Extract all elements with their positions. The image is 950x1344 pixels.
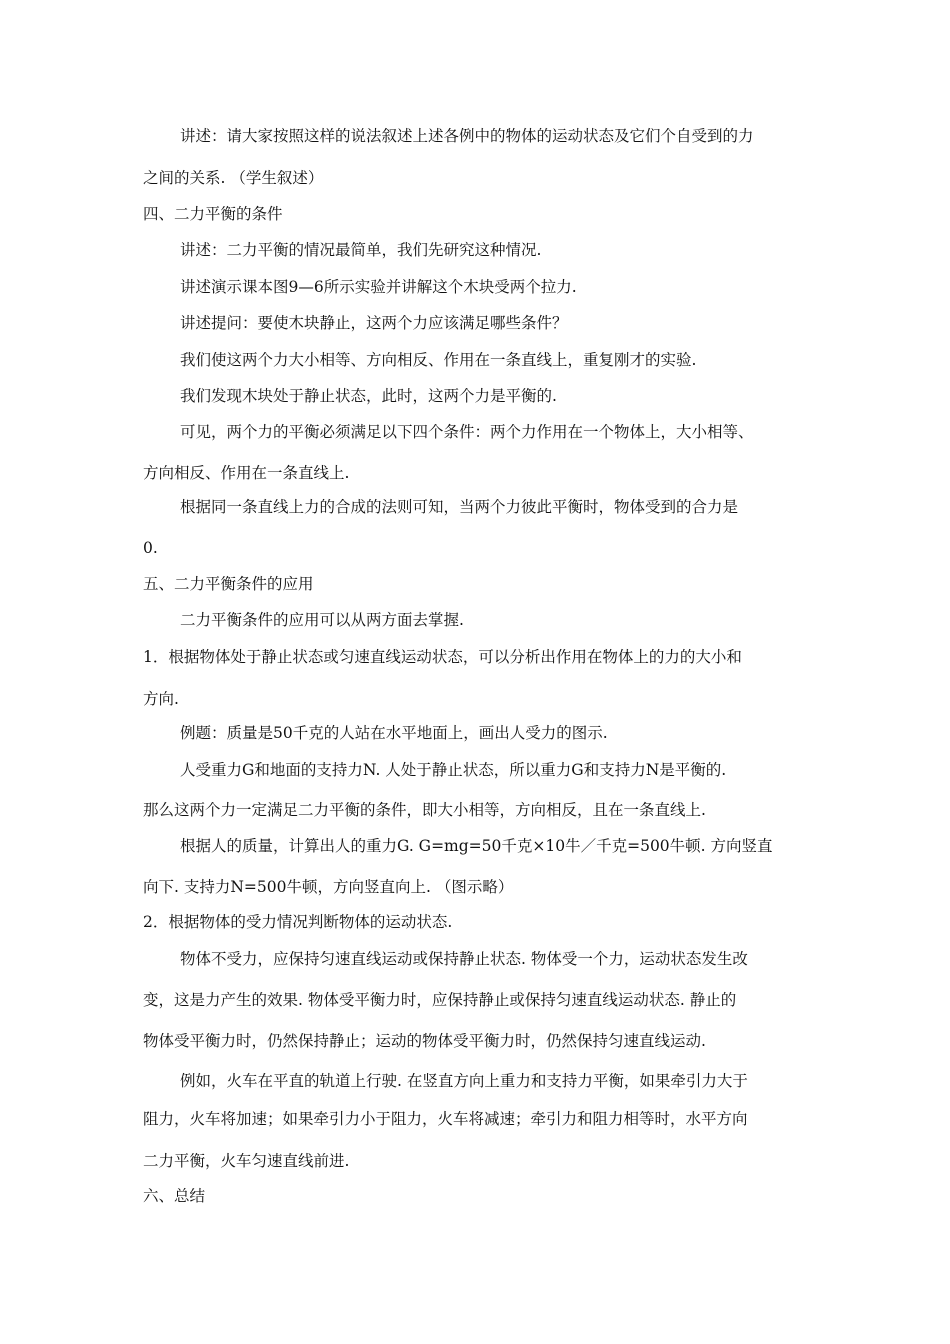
paragraph-line: 我们发现木块处于静止状态，此时，这两个力是平衡的. — [180, 387, 557, 405]
paragraph-line: 人受重力G和地面的支持力N. 人处于静止状态，所以重力G和支持力N是平衡的. — [180, 761, 727, 779]
paragraph-line: 根据同一条直线上力的合成的法则可知，当两个力彼此平衡时，物体受到的合力是 — [180, 498, 739, 516]
paragraph-line: 讲述演示课本图9—6所示实验并讲解这个木块受两个拉力. — [180, 278, 577, 296]
paragraph-line: 讲述提问：要使木块静止，这两个力应该满足哪些条件？ — [180, 314, 568, 332]
paragraph-line: 例题：质量是50千克的人站在水平地面上，画出人受力的图示. — [180, 724, 608, 742]
paragraph-line: 向下. 支持力N=500牛顿，方向竖直向上. （图示略） — [143, 878, 514, 896]
paragraph-line: 二力平衡条件的应用可以从两方面去掌握. — [180, 611, 464, 629]
paragraph-line: 二力平衡，火车匀速直线前进. — [143, 1152, 350, 1170]
paragraph-line: 变，这是力产生的效果. 物体受平衡力时，应保持静止或保持匀速直线运动状态. 静止的 — [143, 991, 737, 1009]
paragraph-line: 可见，两个力的平衡必须满足以下四个条件：两个力作用在一个物体上，大小相等、 — [180, 423, 754, 441]
section-heading: 四、二力平衡的条件 — [143, 205, 283, 223]
paragraph-line: 物体不受力，应保持匀速直线运动或保持静止状态. 物体受一个力，运动状态发生改 — [180, 950, 748, 968]
paragraph-line: 物体受平衡力时，仍然保持静止；运动的物体受平衡力时，仍然保持匀速直线运动. — [143, 1032, 706, 1050]
paragraph-line: 讲述：请大家按照这样的说法叙述上述各例中的物体的运动状态及它们个自受到的力 — [180, 127, 754, 145]
section-heading: 六、总结 — [143, 1187, 206, 1205]
numbered-item: 2．根据物体的受力情况判断物体的运动状态. — [143, 913, 453, 931]
paragraph-line: 方向. — [143, 690, 179, 708]
paragraph-line: 之间的关系. （学生叙述） — [143, 169, 324, 187]
paragraph-line: 例如，火车在平直的轨道上行驶. 在竖直方向上重力和支持力平衡，如果牵引力大于 — [180, 1072, 748, 1090]
paragraph-line: 根据人的质量，计算出人的重力G. G=mg=50千克×10牛／千克=500牛顿. 方向竖直 — [180, 837, 773, 855]
paragraph-line: 我们使这两个力大小相等、方向相反、作用在一条直线上，重复刚才的实验. — [180, 351, 697, 369]
paragraph-line: 方向相反、作用在一条直线上. — [143, 464, 350, 482]
section-heading: 五、二力平衡条件的应用 — [143, 575, 314, 593]
paragraph-line: 0. — [143, 539, 158, 557]
paragraph-line: 讲述：二力平衡的情况最简单，我们先研究这种情况. — [180, 241, 542, 259]
numbered-item: 1．根据物体处于静止状态或匀速直线运动状态，可以分析出作用在物体上的力的大小和 — [143, 648, 742, 666]
paragraph-line: 阻力，火车将加速；如果牵引力小于阻力，火车将减速；牵引力和阻力相等时，水平方向 — [143, 1110, 748, 1128]
paragraph-line: 那么这两个力一定满足二力平衡的条件，即大小相等，方向相反，且在一条直线上. — [143, 801, 706, 819]
